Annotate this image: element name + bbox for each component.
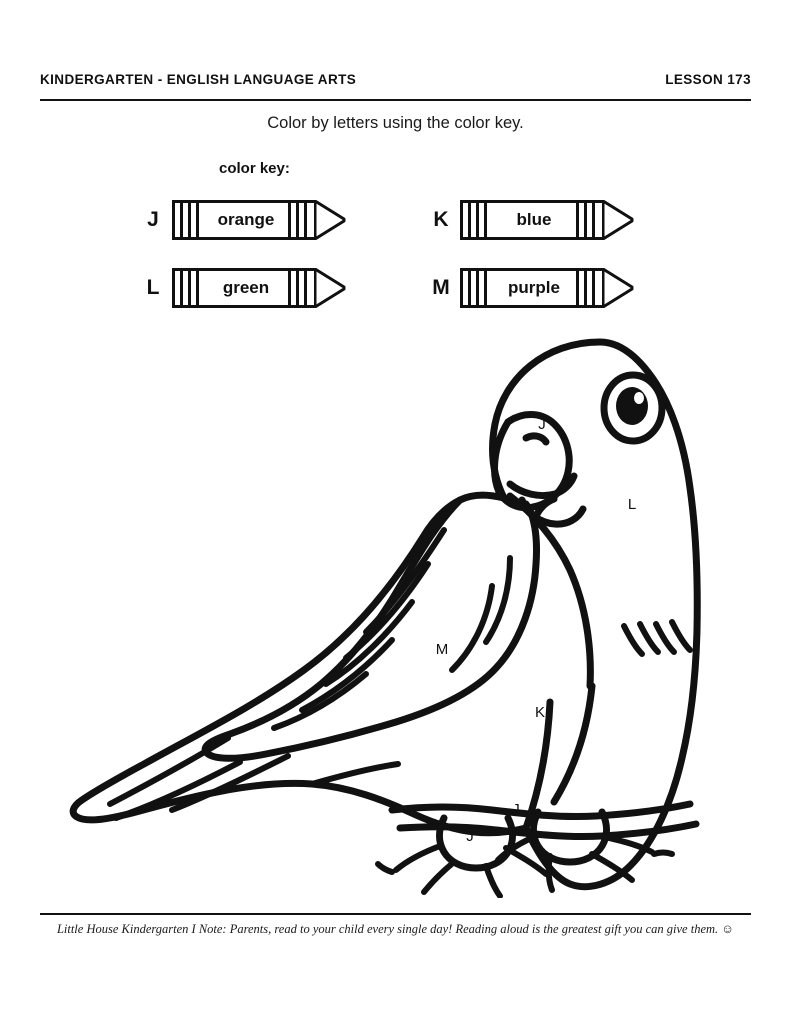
color-key-item-m	[428, 268, 636, 308]
parrot-icon	[40, 318, 751, 898]
header-divider	[40, 99, 751, 101]
region-label: J	[466, 828, 474, 845]
color-key-item-k	[428, 200, 636, 240]
region-label: J	[560, 477, 568, 494]
footer-divider	[40, 913, 751, 915]
color-key-letter: K	[433, 208, 449, 231]
color-key-color-name: purple	[508, 278, 560, 297]
region-label: M	[435, 641, 449, 658]
crayon-icon	[172, 268, 348, 308]
crayon-icon	[172, 200, 348, 240]
color-key-color-name: blue	[516, 210, 552, 229]
instruction-text: Color by letters using the color key.	[267, 114, 524, 132]
header-lesson: LESSON 173	[665, 72, 751, 87]
crayon-icon	[460, 268, 636, 308]
color-key-letter: J	[147, 208, 159, 231]
header-subject: KINDERGARTEN - ENGLISH LANGUAGE ARTS	[40, 72, 357, 87]
region-label: L	[627, 496, 637, 513]
color-key-letter: L	[146, 276, 160, 299]
color-key-letter: M	[432, 276, 450, 299]
region-label: K	[534, 704, 546, 721]
region-label: J	[512, 801, 520, 818]
color-key-color-name: orange	[217, 210, 275, 229]
crayon-icon	[460, 200, 636, 240]
color-key-title: color key:	[219, 160, 290, 177]
footer-note: Little House Kindergarten I Note: Parents, read to your child every single day! Reading aloud is the greatest gift you can give them. ☺	[56, 922, 735, 936]
color-key-item-l	[140, 268, 348, 308]
color-key-color-name: green	[222, 278, 270, 297]
page-header	[40, 72, 751, 87]
region-label: J	[538, 416, 546, 433]
color-key-item-j	[140, 200, 348, 240]
coloring-picture	[40, 318, 751, 898]
